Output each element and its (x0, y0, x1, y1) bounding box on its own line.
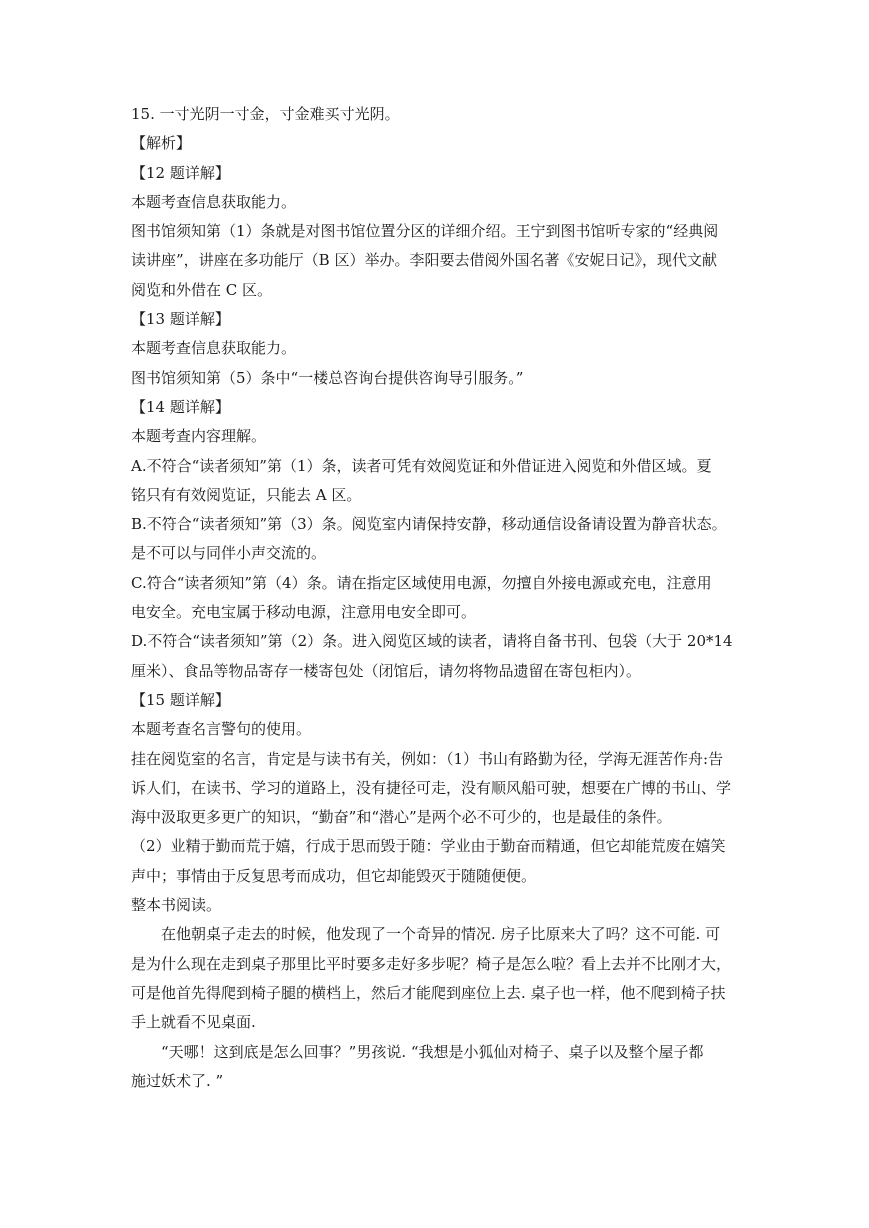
q14-option-d-line-2: 厘米）、食品等物品寄存一楼寄包处（闭馆后，请勿将物品遗留在寄包柜内）。 (131, 661, 642, 680)
excerpt-paragraph-1-line-3: 可是他首先得爬到椅子腿的横档上，然后才能爬到座位上去. 桌子也一样，他不爬到椅子扶 (131, 983, 726, 1002)
section-heading-q12: 【12 题详解】 (131, 163, 230, 182)
q13-summary: 本题考查信息获取能力。 (131, 339, 297, 358)
answer-15: 15. 一寸光阴一寸金，寸金难买寸光阴。 (131, 105, 400, 123)
section-heading-whole-book: 整本书阅读。 (131, 896, 222, 915)
q14-option-a-line-2: 铭只有有效阅览证，只能去 A 区。 (131, 485, 362, 504)
section-heading-q15: 【15 题详解】 (131, 690, 230, 709)
excerpt-paragraph-2-line-1: “天哪！这到底是怎么回事？”男孩说. “我想是小狐仙对椅子、桌子以及整个屋子都 (161, 1042, 704, 1061)
q12-text-line-2: 读讲座”，讲座在多功能厅（B 区）举办。李阳要去借阅外国名著《安妮日记》，现代文献 (131, 251, 717, 270)
q14-option-b-line-1: B.不符合“读者须知”第（3）条。阅览室内请保持安静，移动通信设备请设置为静音状态。 (131, 515, 727, 534)
section-heading-analysis: 【解析】 (131, 134, 192, 153)
q15-text-line-1: 挂在阅览室的名言，肯定是与读书有关，例如：（1）书山有路勤为径，学海无涯苦作舟:告 (131, 749, 724, 768)
excerpt-paragraph-1-line-1: 在他朝桌子走去的时候，他发现了一个奇异的情况. 房子比原来大了吗？这不可能. 可 (161, 925, 721, 944)
section-heading-q14: 【14 题详解】 (131, 397, 230, 416)
excerpt-paragraph-1-line-2: 是为什么现在走到桌子那里比平时要多走好多步呢？椅子是怎么啦？看上去并不比刚才大， (131, 954, 732, 973)
q15-summary: 本题考查名言警句的使用。 (131, 720, 312, 739)
excerpt-paragraph-1-line-4: 手上就看不见桌面. (131, 1013, 256, 1032)
q14-option-a-line-1: A.不符合“读者须知”第（1）条，读者可凭有效阅览证和外借证进入阅览和外借区域。夏 (131, 456, 712, 475)
q13-text-line-1: 图书馆须知第（5）条中“一楼总咨询台提供咨询导引服务。” (131, 368, 524, 387)
q14-option-d-line-1: D.不符合“读者须知”第（2）条。进入阅览区域的读者，请将自备书刊、包袋（大于 20*14 (131, 632, 733, 651)
q12-summary: 本题考查信息获取能力。 (131, 192, 297, 211)
q15-text-line-4: （2）业精于勤而荒于嬉，行成于思而毁于随：学业由于勤奋而精通，但它却能荒废在嬉笑 (131, 837, 726, 856)
q12-text-line-3: 阅览和外借在 C 区。 (131, 280, 273, 299)
q15-text-line-2: 诉人们，在读书、学习的道路上，没有捷径可走，没有顺风船可驶，想要在广博的书山、学 (131, 778, 732, 797)
document-page (131, 100, 741, 1096)
q14-summary: 本题考查内容理解。 (131, 427, 267, 446)
q15-text-line-5: 声中；事情由于反复思考而成功，但它却能毁灭于随随便便。 (131, 866, 537, 885)
q15-text-line-3: 海中汲取更多更广的知识，“勤奋”和“潜心”是两个必不可少的，也是最佳的条件。 (131, 808, 672, 827)
q14-option-c-line-2: 电安全。充电宝属于移动电源，注意用电安全即可。 (131, 603, 477, 622)
section-heading-q13: 【13 题详解】 (131, 310, 230, 329)
q12-text-line-1: 图书馆须知第（1）条就是对图书馆位置分区的详细介绍。王宁到图书馆听专家的“经典阅 (131, 222, 719, 241)
q14-option-c-line-1: C.符合“读者须知”第（4）条。请在指定区域使用电源，勿擅自外接电源或充电，注意用 (131, 573, 712, 592)
excerpt-paragraph-2-line-2: 施过妖术了. ” (131, 1071, 224, 1090)
q14-option-b-line-2: 是不可以与同伴小声交流的。 (131, 544, 327, 563)
